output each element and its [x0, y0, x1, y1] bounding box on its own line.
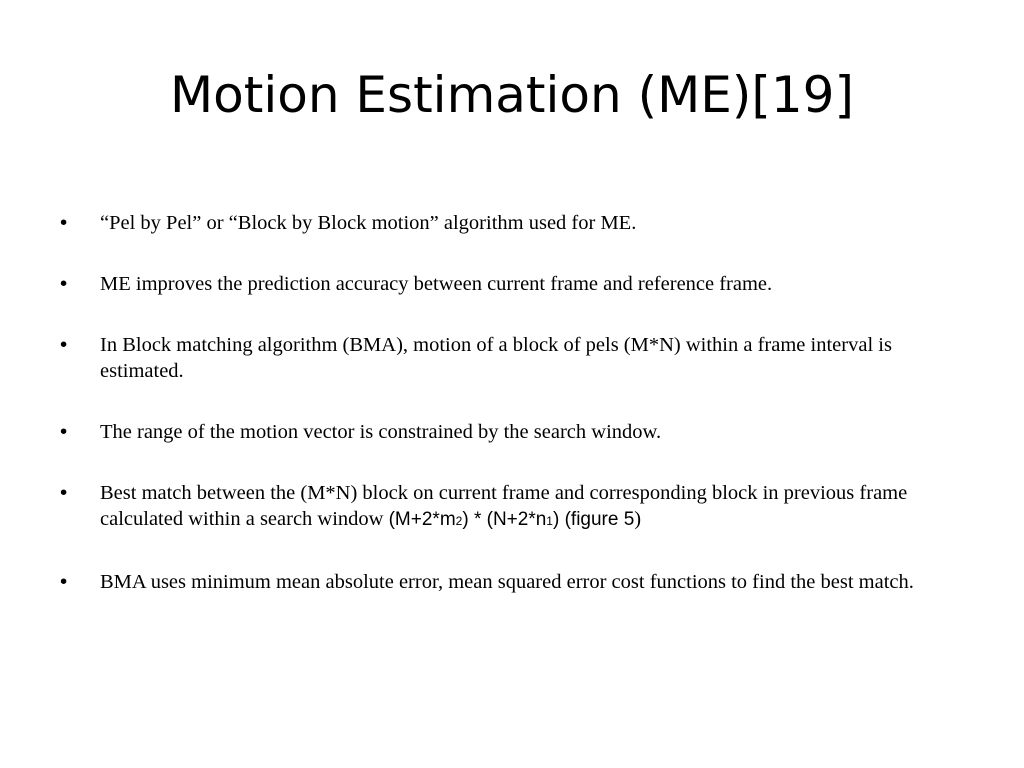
bullet-item: [60, 332, 980, 384]
bullet-item: [60, 271, 980, 297]
bullet-icon: •: [60, 570, 68, 593]
bullet-text: “Pel by Pel” or “Block by Block motion” algorithm used for ME.: [100, 212, 637, 234]
bullet-item: [60, 419, 980, 445]
formula-part-a: (M+2*m: [388, 509, 456, 530]
bullet-text: BMA uses minimum mean absolute error, mean squared error cost functions to find the best match.: [100, 571, 914, 593]
formula-tail: ): [634, 508, 642, 530]
bullet-list: [60, 210, 980, 630]
formula-part-c: ) (figure 5: [552, 509, 635, 530]
bullet-icon: •: [60, 481, 68, 504]
bullet-item: [60, 480, 980, 534]
formula-subscript-a: 2: [455, 514, 463, 528]
search-window-formula: [389, 509, 635, 530]
bullet-icon: •: [60, 420, 68, 443]
bullet-text: [100, 482, 907, 530]
bullet-text: The range of the motion vector is constrained by the search window.: [100, 421, 662, 443]
bullet-text: In Block matching algorithm (BMA), motion of a block of pels (M*N) within a frame interval is estimated.: [100, 334, 892, 382]
bullet-icon: •: [60, 211, 68, 234]
bullet-icon: •: [60, 272, 68, 295]
bullet-item: [60, 210, 980, 236]
bullet-icon: •: [60, 333, 68, 356]
bullet-text-main: Best match between the (M*N) block on current frame and corresponding block in previous frame calculated within a search window: [100, 482, 908, 530]
bullet-text: ME improves the prediction accuracy between current frame and reference frame.: [100, 273, 773, 295]
formula-subscript-b: 1: [546, 514, 553, 528]
bullet-item: [60, 569, 980, 595]
formula-part-b: ) * (N+2*n: [462, 509, 547, 530]
slide-title: Motion Estimation (ME)[19]: [170, 66, 854, 124]
